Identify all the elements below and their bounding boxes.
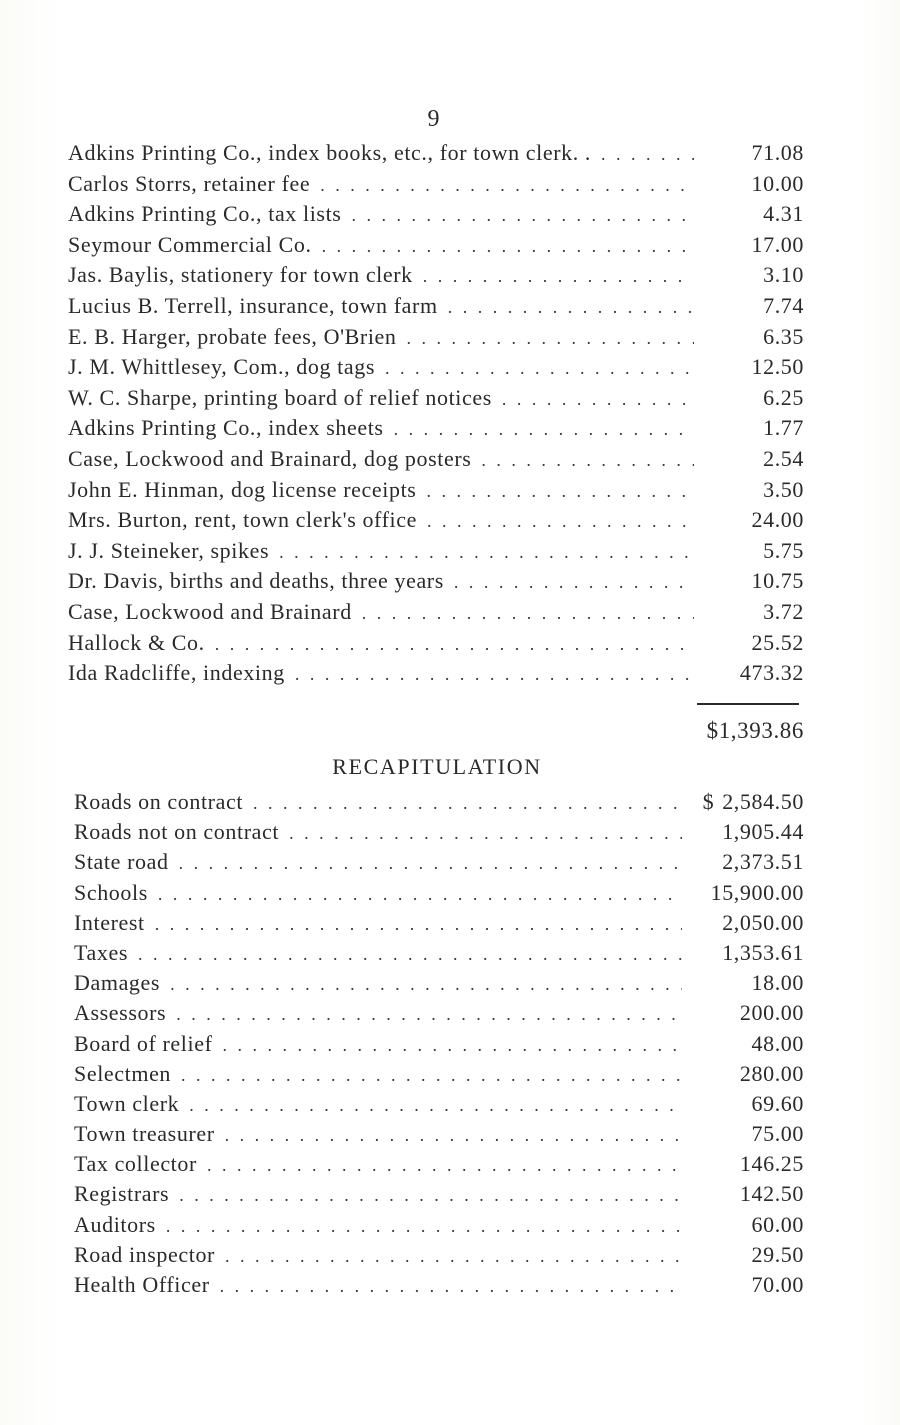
- ledger-row: [74, 787, 804, 817]
- amount-value: 75.00: [751, 1121, 804, 1147]
- item-description: Road inspector: [74, 1241, 215, 1267]
- item-amount: [692, 908, 804, 938]
- item-description: Hallock & Co.: [68, 629, 205, 655]
- item-amount: [724, 199, 804, 230]
- ledger-row: [74, 968, 804, 998]
- ledger-row: [68, 169, 804, 200]
- item-description: Seymour Commercial Co.: [68, 231, 312, 257]
- amount-value: 200.00: [739, 1000, 804, 1026]
- ledger-row: [68, 475, 804, 506]
- item-description: Carlos Storrs, retainer fee: [68, 170, 311, 196]
- item-description: E. B. Harger, probate fees, O'Brien: [68, 323, 397, 349]
- dot-leader: [225, 1120, 682, 1150]
- ledger-row: [68, 658, 804, 689]
- amount-value: 146.25: [739, 1151, 804, 1177]
- ledger-row: [68, 138, 804, 169]
- ledger-row: [68, 413, 804, 444]
- amount-value: 4.31: [763, 201, 804, 227]
- dot-leader: [481, 445, 694, 476]
- item-description: Dr. Davis, births and deaths, three years: [68, 568, 444, 594]
- item-amount: [724, 536, 804, 567]
- ledger-row: [68, 536, 804, 567]
- currency-symbol: $: [702, 789, 715, 814]
- item-description: Ida Radcliffe, indexing: [68, 660, 285, 686]
- ledger-row: [68, 597, 804, 628]
- dot-leader: [138, 939, 682, 969]
- item-description: Registrars: [74, 1181, 170, 1207]
- item-amount: [692, 968, 804, 998]
- amount-value: 18.00: [751, 970, 804, 996]
- item-description: Mrs. Burton, rent, town clerk's office: [68, 507, 417, 533]
- ledger-row: [74, 1089, 804, 1119]
- dot-leader: [158, 879, 682, 909]
- item-description: Town clerk: [74, 1090, 180, 1116]
- item-description: Adkins Printing Co., index books, etc., for town clerk. .: [68, 140, 592, 165]
- amount-value: 2,584.50: [722, 789, 804, 814]
- ledger-row: [74, 878, 804, 908]
- amount-value: 473.32: [739, 660, 804, 686]
- item-amount: [692, 787, 804, 817]
- amount-value: 48.00: [751, 1030, 804, 1056]
- recapitulation-ledger: [74, 787, 804, 1300]
- dot-leader: [454, 567, 694, 598]
- dot-leader: [223, 1030, 683, 1060]
- item-amount: [692, 998, 804, 1028]
- dot-leader: [179, 1180, 682, 1210]
- ledger-row: [74, 1119, 804, 1149]
- dot-leader: [166, 1211, 682, 1241]
- dot-leader: [215, 629, 694, 660]
- ledger-row: [74, 998, 804, 1028]
- ledger-row: [68, 444, 804, 475]
- item-amount: [724, 260, 804, 291]
- amount-value: 70.00: [751, 1272, 804, 1297]
- amount-value: 2.54: [763, 445, 804, 471]
- amount-value: 1,905.44: [722, 819, 804, 845]
- ledger-row: [74, 1240, 804, 1270]
- amount-value: 2,050.00: [722, 909, 804, 935]
- dot-leader: [207, 1150, 682, 1180]
- item-description: Case, Lockwood and Brainard, dog posters: [68, 445, 472, 471]
- amount-value: 142.50: [739, 1181, 804, 1207]
- amount-value: 1.77: [763, 415, 804, 441]
- dot-leader: [253, 788, 682, 818]
- dot-leader: [289, 818, 682, 848]
- expense-ledger: [68, 138, 804, 689]
- item-amount: [692, 847, 804, 877]
- item-amount: [692, 938, 804, 968]
- ledger-row: [68, 291, 804, 322]
- item-amount: [692, 1270, 804, 1300]
- dot-leader: [279, 537, 694, 568]
- amount-value: 25.52: [751, 629, 804, 655]
- ledger-row: [68, 322, 804, 353]
- amount-value: 7.74: [763, 292, 804, 318]
- ledger-row: [68, 230, 804, 261]
- ledger-row: [68, 260, 804, 291]
- amount-value: 6.25: [763, 384, 804, 410]
- item-description: Town treasurer: [74, 1121, 215, 1147]
- amount-value: 1,353.61: [722, 939, 804, 965]
- item-description: Auditors: [74, 1211, 156, 1237]
- amount-value: 17.00: [751, 231, 804, 257]
- item-description: J. M. Whittlesey, Com., dog tags: [68, 354, 376, 380]
- item-amount: [724, 505, 804, 536]
- amount-value: 10.00: [751, 170, 804, 196]
- item-description: Roads on contract: [74, 789, 244, 814]
- ledger-row: [68, 505, 804, 536]
- item-amount: [692, 817, 804, 847]
- item-description: Taxes: [74, 939, 128, 965]
- item-description: Tax collector: [74, 1151, 197, 1177]
- item-amount: [724, 322, 804, 353]
- item-amount: [692, 1089, 804, 1119]
- dot-leader: [220, 1271, 682, 1301]
- dot-leader: [155, 909, 682, 939]
- item-description: John E. Hinman, dog license receipts: [68, 476, 417, 502]
- amount-value: 5.75: [763, 537, 804, 563]
- ledger-row: [68, 566, 804, 597]
- item-description: State road: [74, 849, 169, 875]
- amount-value: 71.08: [751, 140, 804, 165]
- dot-leader: [320, 170, 694, 201]
- item-amount: [692, 1210, 804, 1240]
- dot-leader: [407, 323, 694, 354]
- item-description: Interest: [74, 909, 145, 935]
- ledger-row: [74, 1029, 804, 1059]
- item-description: Board of relief: [74, 1030, 213, 1056]
- amount-value: 3.72: [763, 598, 804, 624]
- item-description: Case, Lockwood and Brainard: [68, 598, 352, 624]
- total-rule: [697, 703, 799, 705]
- amount-value: 10.75: [751, 568, 804, 594]
- item-description: Adkins Printing Co., tax lists: [68, 201, 342, 227]
- amount-value: 2,373.51: [722, 849, 804, 875]
- item-description: Adkins Printing Co., index sheets: [68, 415, 384, 441]
- dot-leader: [322, 231, 694, 262]
- item-amount: [724, 597, 804, 628]
- amount-value: 15,900.00: [710, 879, 804, 905]
- ledger-row: [74, 1210, 804, 1240]
- ledger-row: [68, 383, 804, 414]
- dot-leader: [351, 200, 694, 231]
- ledger-row: [74, 1179, 804, 1209]
- amount-value: 3.50: [763, 476, 804, 502]
- dot-leader: [394, 414, 694, 445]
- ledger-row: [74, 1059, 804, 1089]
- item-amount: [724, 444, 804, 475]
- amount-value: 24.00: [751, 507, 804, 533]
- dot-leader: [170, 969, 682, 999]
- item-description: Lucius B. Terrell, insurance, town farm: [68, 292, 438, 318]
- ledger-row: [74, 1270, 804, 1300]
- dot-leader: [176, 999, 682, 1029]
- item-description: Health Officer: [74, 1272, 210, 1297]
- item-description: Damages: [74, 970, 161, 996]
- item-description: W. C. Sharpe, printing board of relief notices: [68, 384, 492, 410]
- item-amount: [692, 1240, 804, 1270]
- item-amount: [724, 566, 804, 597]
- item-description: Selectmen: [74, 1060, 172, 1086]
- amount-value: 6.35: [763, 323, 804, 349]
- item-amount: [724, 383, 804, 414]
- item-amount: [692, 878, 804, 908]
- amount-value: 29.50: [751, 1241, 804, 1267]
- dot-leader: [362, 598, 694, 629]
- dot-leader: [601, 139, 694, 170]
- amount-value: 60.00: [751, 1211, 804, 1237]
- item-amount: [724, 413, 804, 444]
- item-amount: [692, 1029, 804, 1059]
- dot-leader: [426, 476, 694, 507]
- item-description: Jas. Baylis, stationery for town clerk: [68, 262, 413, 288]
- amount-value: 69.60: [751, 1090, 804, 1116]
- item-description: Assessors: [74, 1000, 167, 1026]
- item-amount: [724, 230, 804, 261]
- item-description: J. J. Steineker, spikes: [68, 537, 270, 563]
- item-amount: [724, 352, 804, 383]
- recapitulation-heading: RECAPITULATION: [332, 754, 542, 779]
- dot-leader: [189, 1090, 682, 1120]
- ledger-row: [74, 817, 804, 847]
- dot-leader: [179, 848, 682, 878]
- item-description: Schools: [74, 879, 148, 905]
- item-amount: [692, 1059, 804, 1089]
- dot-leader: [385, 353, 694, 384]
- page-number: 9: [427, 106, 441, 132]
- item-amount: [692, 1119, 804, 1149]
- item-amount: [724, 475, 804, 506]
- item-amount: [692, 1149, 804, 1179]
- dot-leader: [295, 659, 694, 690]
- ledger-row: [74, 938, 804, 968]
- ledger-row: [74, 847, 804, 877]
- amount-value: 3.10: [763, 262, 804, 288]
- ledger-row: [74, 1149, 804, 1179]
- item-amount: [692, 1179, 804, 1209]
- item-description: Roads not on contract: [74, 819, 280, 845]
- item-amount: [724, 628, 804, 659]
- expenses-total: $1,393.86: [706, 718, 804, 743]
- dot-leader: [427, 506, 694, 537]
- dot-leader: [502, 384, 694, 415]
- amount-value: 280.00: [739, 1060, 804, 1086]
- item-amount: [724, 169, 804, 200]
- ledger-row: [68, 352, 804, 383]
- dot-leader: [448, 292, 694, 323]
- ledger-row: [68, 628, 804, 659]
- amount-value: 12.50: [751, 354, 804, 380]
- item-amount: [724, 291, 804, 322]
- item-amount: [724, 658, 804, 689]
- dot-leader: [225, 1241, 682, 1271]
- item-amount: [724, 138, 804, 169]
- dot-leader: [181, 1060, 682, 1090]
- ledger-row: [68, 199, 804, 230]
- dot-leader: [423, 261, 694, 292]
- ledger-row: [74, 908, 804, 938]
